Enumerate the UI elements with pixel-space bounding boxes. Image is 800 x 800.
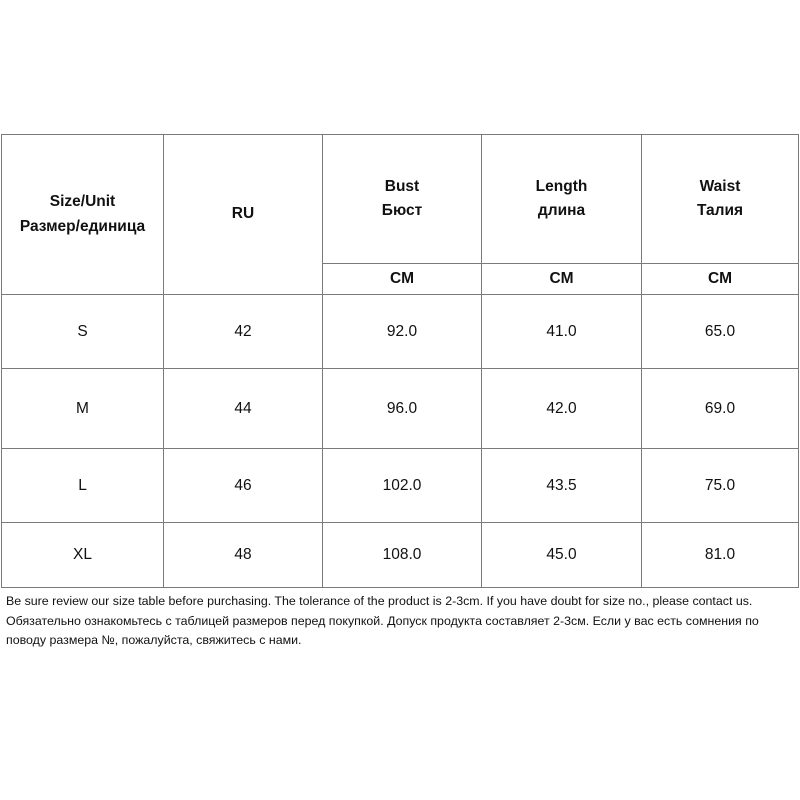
table-row: [2, 369, 799, 449]
table-row: [2, 523, 799, 588]
cell-size: S: [2, 295, 164, 369]
cell-size: L: [2, 449, 164, 523]
size-table: [1, 134, 799, 588]
column-header-length-labels: [482, 135, 641, 264]
cell-length: 45.0: [482, 523, 642, 588]
table-row: [2, 449, 799, 523]
note-english: Be sure review our size table before purchasing. The tolerance of the product is 2-3cm. If you have doubt for size no., please contact us.: [6, 594, 753, 608]
footnotes: [6, 592, 794, 651]
note-russian: Обязательно ознакомьтесь с таблицей размеров перед покупкой. Допуск продукта составляет 2-3см. Если у вас есть сомнения по поводу размера №, пожалуйста, свяжитесь с нами.: [6, 613, 759, 647]
cell-bust: 92.0: [323, 295, 482, 369]
column-header-bust-ru: Бюст: [381, 202, 423, 219]
column-header-waist-ru: Талия: [696, 202, 744, 219]
column-header-bust-labels: [323, 135, 481, 264]
cell-length: 43.5: [482, 449, 642, 523]
column-header-bust-en: Bust: [384, 177, 420, 195]
column-header-waist-en: Waist: [699, 177, 741, 195]
cell-size: XL: [2, 523, 164, 588]
column-header-waist-labels: [642, 135, 798, 264]
column-header-size-en: Size/Unit: [49, 193, 116, 211]
column-header-ru-en: RU: [231, 205, 255, 223]
column-header-size-ru: Размер/единица: [19, 217, 146, 235]
table-row: [2, 295, 799, 369]
column-header-size: [2, 135, 164, 295]
cell-length: 42.0: [482, 369, 642, 449]
cell-ru: 48: [164, 523, 323, 588]
column-header-length: [482, 135, 642, 295]
cell-ru: 42: [164, 295, 323, 369]
column-unit-length: CM: [549, 269, 574, 287]
cell-ru: 44: [164, 369, 323, 449]
column-unit-waist: CM: [707, 269, 733, 287]
column-header-waist: [642, 135, 799, 295]
cell-size: M: [2, 369, 164, 449]
table-header-row: [2, 135, 799, 295]
column-unit-bust: CM: [389, 269, 415, 287]
cell-bust: 96.0: [323, 369, 482, 449]
size-table-container: [1, 134, 798, 588]
cell-ru: 46: [164, 449, 323, 523]
cell-length: 41.0: [482, 295, 642, 369]
cell-waist: 69.0: [642, 369, 799, 449]
cell-bust: 102.0: [323, 449, 482, 523]
column-header-length-en: Length: [535, 177, 588, 195]
column-header-ru: [164, 135, 323, 295]
cell-waist: 65.0: [642, 295, 799, 369]
cell-bust: 108.0: [323, 523, 482, 588]
column-header-length-ru: длина: [537, 202, 586, 219]
cell-waist: 75.0: [642, 449, 799, 523]
cell-waist: 81.0: [642, 523, 799, 588]
column-header-bust: [323, 135, 482, 295]
